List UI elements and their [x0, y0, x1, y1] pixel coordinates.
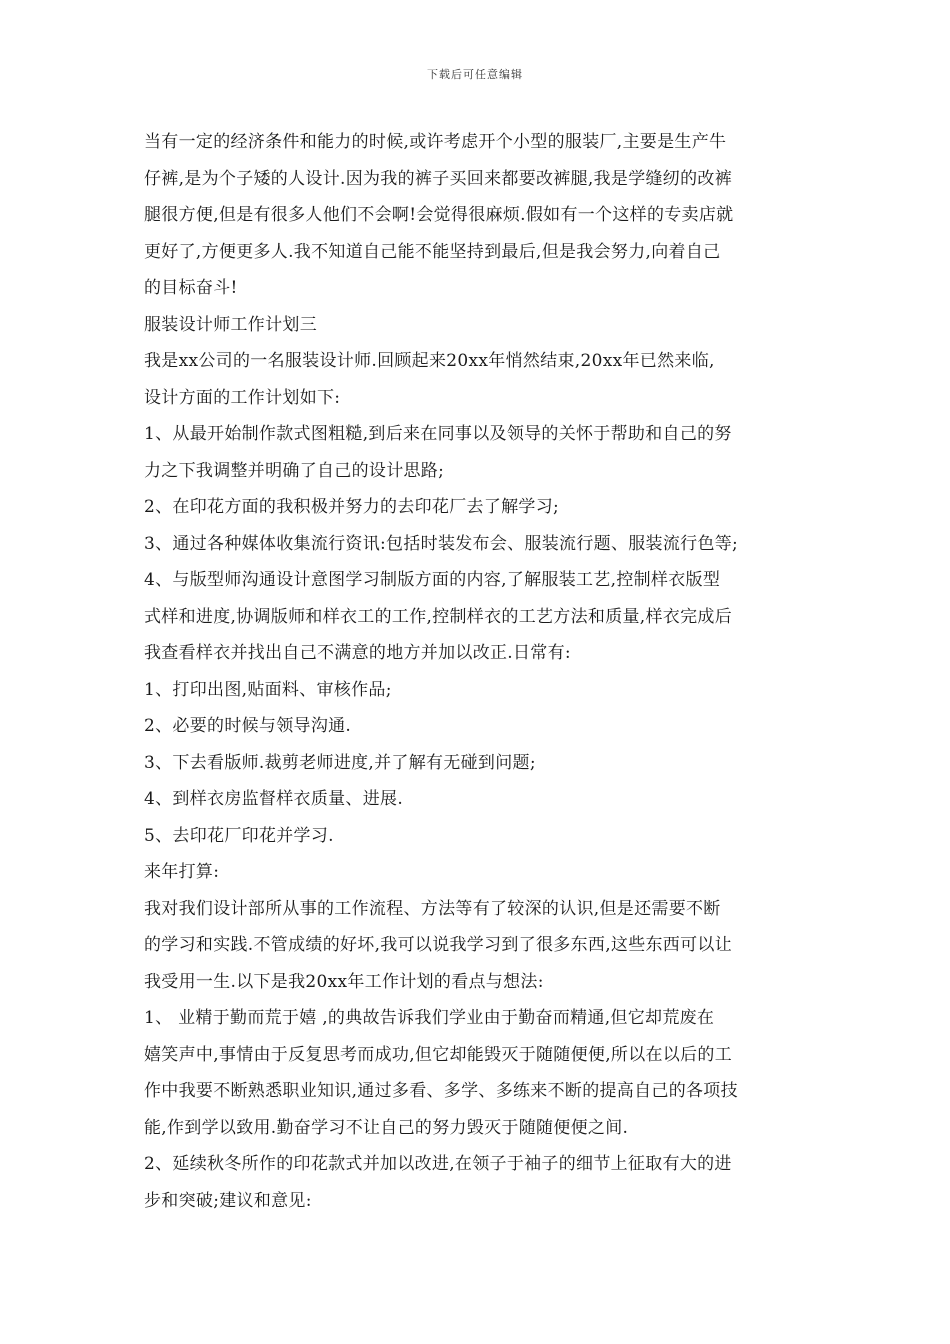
text-line: 我对我们设计部所从事的工作流程、方法等有了较深的认识,但是还需要不断	[144, 898, 721, 919]
text-line: 的目标奋斗!	[144, 278, 238, 298]
text-line: 我查看样衣并找出自己不满意的地方并加以改正.日常有:	[144, 643, 571, 663]
text-line: 1、打印出图,贴面料、审核作品;	[144, 679, 392, 700]
text-line: 步和突破;建议和意见:	[144, 1190, 312, 1211]
text-line: 嬉笑声中,事情由于反复思考而成功,但它却能毁灭于随随便便,所以在以后的工	[144, 1044, 733, 1065]
text-line: 式样和进度,协调版师和样衣工的工作,控制样衣的工艺方法和质量,样衣完成后	[144, 606, 733, 627]
page-header-note: 下载后可任意编辑	[427, 68, 523, 81]
text-line: 的学习和实践.不管成绩的好坏,我可以说我学习到了很多东西,这些东西可以让	[144, 935, 733, 955]
text-line: 作中我要不断熟悉职业知识,通过多看、多学、多练来不断的提高自己的各项技	[144, 1081, 738, 1101]
text-line: 来年打算:	[144, 862, 220, 882]
text-line: 1、 业精于勤而荒于嬉 ,的典故告诉我们学业由于勤奋而精通,但它却荒废在	[144, 1008, 715, 1028]
text-line: 2、必要的时候与领导沟通.	[144, 716, 352, 736]
text-line: 4、与版型师沟通设计意图学习制版方面的内容,了解服装工艺,控制样衣版型	[144, 570, 721, 590]
text-line: 3、通过各种媒体收集流行资讯:包括时装发布会、服装流行题、服装流行色等;	[144, 533, 739, 554]
text-line: 我受用一生.以下是我20xx年工作计划的看点与想法:	[144, 971, 544, 992]
text-line: 3、下去看版师.裁剪老师进度,并了解有无碰到问题;	[144, 752, 536, 773]
text-line: 2、延续秋冬所作的印花款式并加以改进,在领子于袖子的细节上征取有大的进	[144, 1154, 732, 1174]
text-line: 5、去印花厂印花并学习.	[144, 825, 334, 846]
text-line: 更好了,方便更多人.我不知道自己能不能坚持到最后,但是我会努力,向着自己	[144, 241, 721, 262]
text-line: 1、从最开始制作款式图粗糙,到后来在同事以及领导的关怀于帮助和自己的努	[144, 424, 732, 444]
text-line: 腿很方便,但是有很多人他们不会啊!会觉得很麻烦.假如有一个这样的专卖店就	[144, 205, 734, 225]
text-line: 力之下我调整并明确了自己的设计思路;	[144, 460, 445, 481]
document-body	[144, 124, 816, 1219]
text-line: 能,作到学以致用.勤奋学习不让自己的努力毁灭于随随便便之间.	[144, 1117, 629, 1138]
text-line: 2、在印花方面的我积极并努力的去印花厂去了解学习;	[144, 497, 560, 517]
text-line: 仔裤,是为个子矮的人设计.因为我的裤子买回来都要改裤腿,我是学缝纫的改裤	[144, 168, 733, 189]
text-line: 当有一定的经济条件和能力的时候,或许考虑开个小型的服装厂,主要是生产牛	[144, 132, 727, 152]
text-line: 设计方面的工作计划如下:	[144, 387, 341, 408]
section-heading: 服装设计师工作计划三	[144, 314, 317, 335]
text-line: 4、到样衣房监督样衣质量、进展.	[144, 789, 404, 809]
text-line: 我是xx公司的一名服装设计师.回顾起来20xx年悄然结束,20xx年已然来临,	[144, 351, 715, 371]
